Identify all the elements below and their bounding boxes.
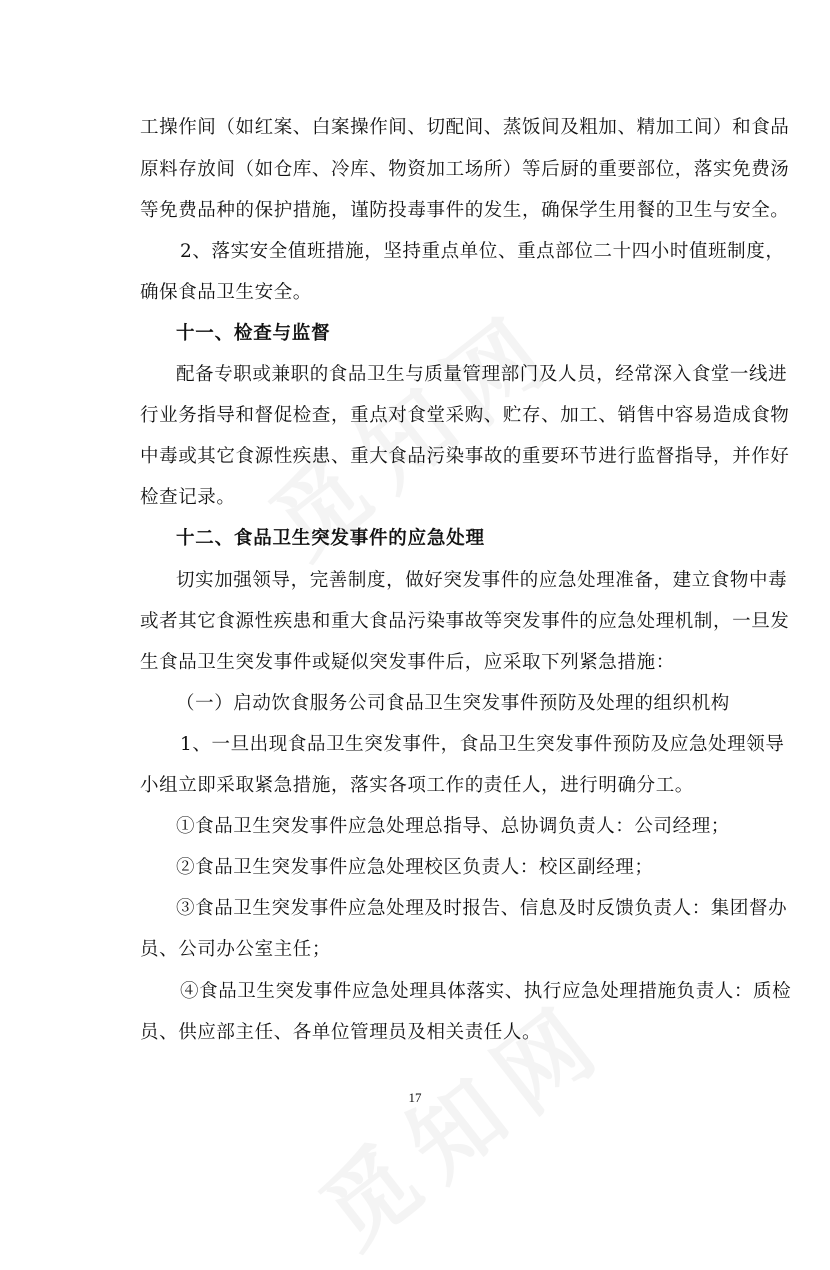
section-heading: 十二、食品卫生突发事件的应急处理: [176, 528, 485, 549]
body-text-line: 等免费品种的保护措施，谨防投毒事件的发生，确保学生用餐的卫生与安全。: [140, 200, 790, 221]
sub-heading: （一）启动饮食服务公司食品卫生突发事件预防及处理的组织机构: [176, 693, 730, 714]
body-text-line: 或者其它食源性疾患和重大食品污染事故等突发事件的应急处理机制，一旦发: [140, 611, 790, 632]
body-text-line: 1、一旦出现食品卫生突发事件，食品卫生突发事件预防及应急处理领导: [180, 734, 785, 755]
body-text-line: 确保食品卫生安全。: [140, 282, 312, 303]
body-text-line: 切实加强领导，完善制度，做好突发事件的应急处理准备，建立食物中毒: [176, 570, 788, 591]
body-text-line: 小组立即采取紧急措施，落实各项工作的责任人，进行明确分工。: [140, 775, 694, 796]
list-item: ①食品卫生突发事件应急处理总指导、总协调负责人：公司经理；: [176, 816, 730, 837]
body-text-line: 生食品卫生突发事件或疑似突发事件后，应采取下列紧急措施：: [140, 652, 675, 673]
body-text-line: 中毒或其它食源性疾患、重大食品污染事故的重要环节进行监督指导，并作好: [140, 446, 790, 467]
body-text-line: 工操作间（如红案、白案操作间、切配间、蒸饭间及粗加、精加工间）和食品: [140, 117, 790, 138]
list-item: ②食品卫生突发事件应急处理校区负责人：校区副经理；: [176, 857, 654, 878]
list-item: ③食品卫生突发事件应急处理及时报告、信息及时反馈负责人：集团督办: [176, 898, 788, 919]
body-text-line: 检查记录。: [140, 487, 236, 508]
body-text-line: 行业务指导和督促检查，重点对食堂采购、贮存、加工、销售中容易造成食物: [140, 405, 790, 426]
body-text-line: 员、供应部主任、各单位管理员及相关责任人。: [140, 1022, 542, 1043]
body-text-line: 员、公司办公室主任；: [140, 939, 332, 960]
body-text-line: 原料存放间（如仓库、冷库、物资加工场所）等后厨的重要部位，落实免费汤: [140, 159, 790, 180]
body-text-line: 配备专职或兼职的食品卫生与质量管理部门及人员，经常深入食堂一线进: [176, 364, 788, 385]
list-item: ④食品卫生突发事件应急处理具体落实、执行应急处理措施负责人：质检: [180, 981, 792, 1002]
section-heading: 十一、检查与监督: [176, 323, 331, 344]
page-number: 17: [408, 1090, 422, 1105]
body-text-line: 2、落实安全值班措施，坚持重点单位、重点部位二十四小时值班制度，: [180, 241, 785, 262]
